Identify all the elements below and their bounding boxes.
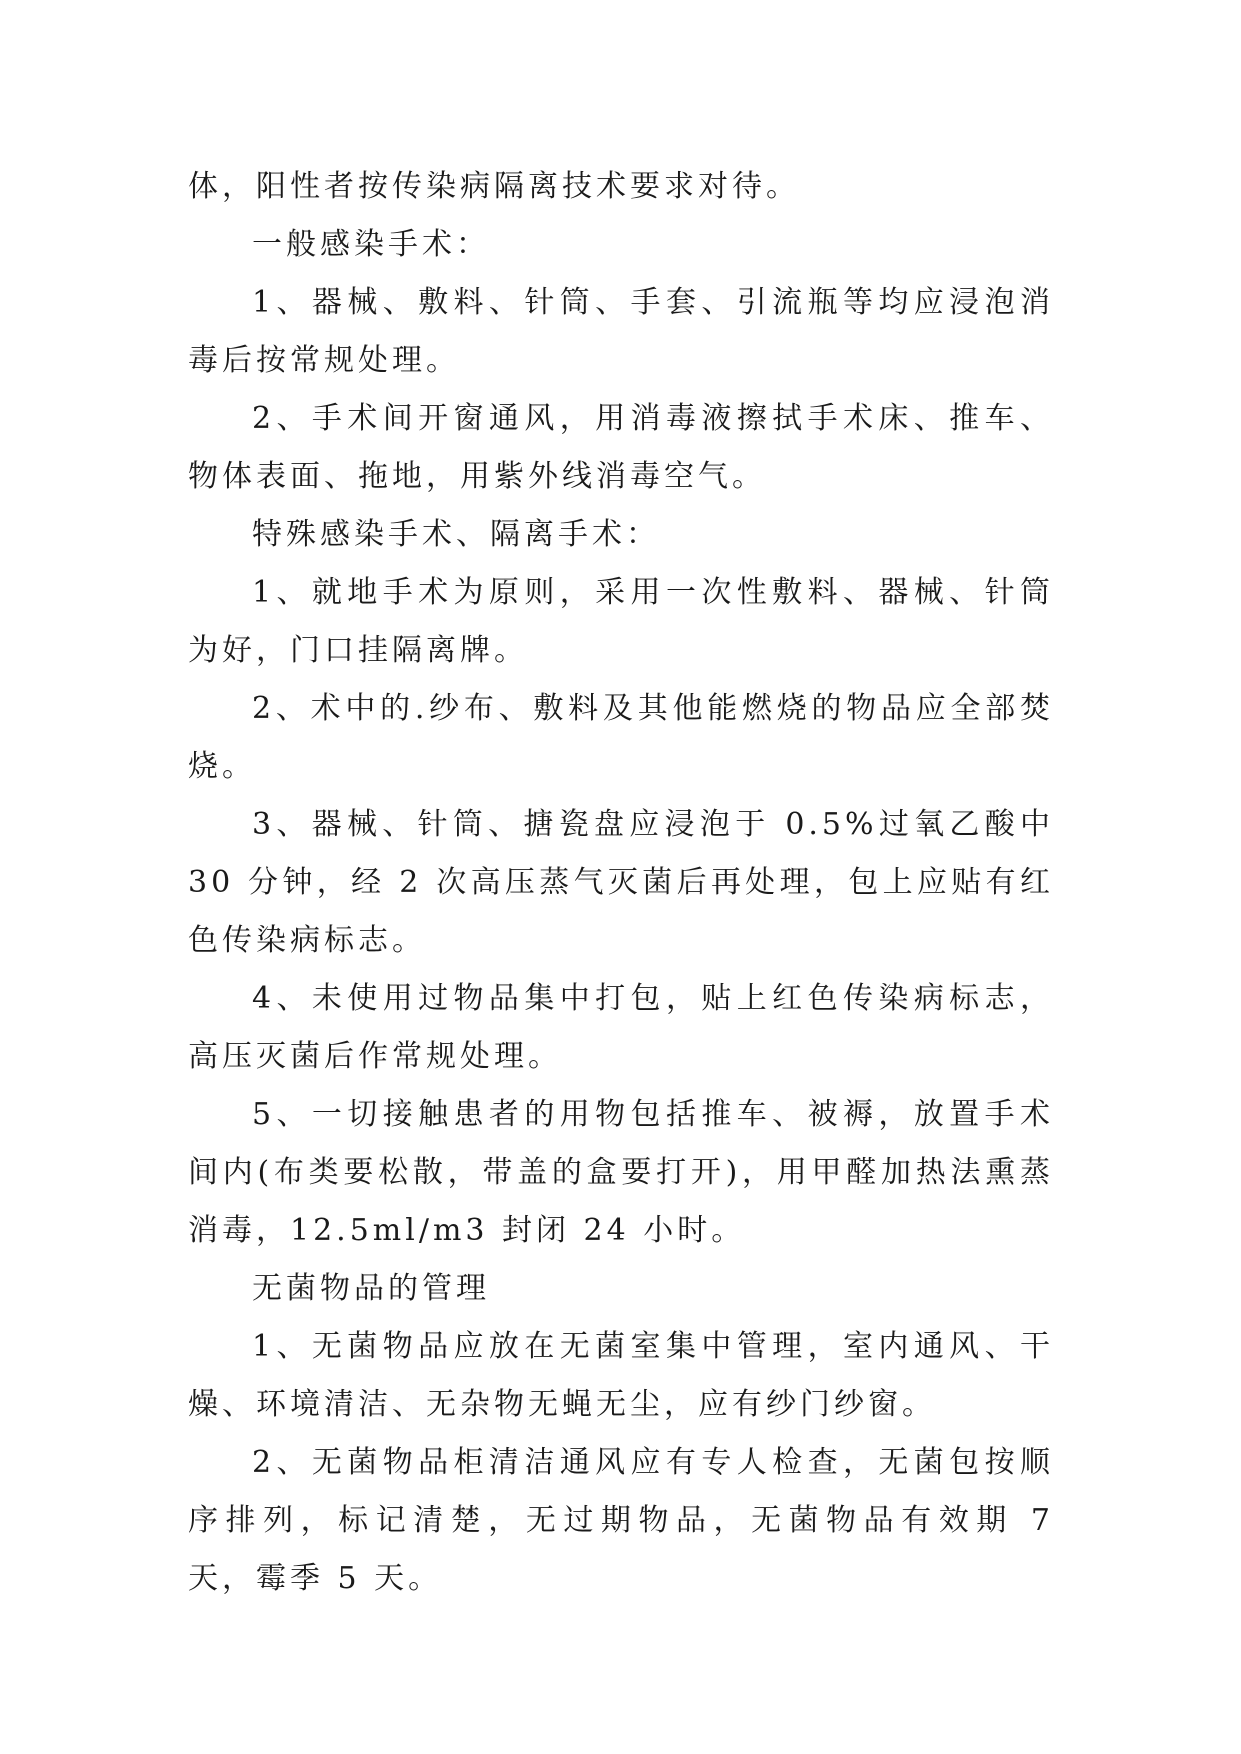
paragraph-special-item-4: 4、未使用过物品集中打包，贴上红色传染病标志，高压灭菌后作常规处理。	[188, 981, 1054, 1074]
paragraph-general-item-2: 2、手术间开窗通风，用消毒液擦拭手术床、推车、物体表面、拖地，用紫外线消毒空气。	[188, 401, 1054, 494]
heading-general-infection-surgery: 一般感染手术：	[252, 227, 490, 262]
heading-sterile-items-management: 无菌物品的管理	[252, 1271, 490, 1306]
paragraph-continuation: 体，阳性者按传染病隔离技术要求对待。	[188, 169, 800, 204]
document-body	[188, 158, 1054, 1608]
paragraph-sterile-item-1: 1、无菌物品应放在无菌室集中管理，室内通风、干燥、环境清洁、无杂物无蝇无尘，应有纱门纱窗。	[188, 1329, 1054, 1422]
paragraph-general-item-1: 1、器械、敷料、针筒、手套、引流瓶等均应浸泡消毒后按常规处理。	[188, 285, 1054, 378]
paragraph-special-item-2: 2、术中的.纱布、敷料及其他能燃烧的物品应全部焚烧。	[188, 691, 1054, 784]
paragraph-sterile-item-2: 2、无菌物品柜清洁通风应有专人检查，无菌包按顺序排列，标记清楚，无过期物品，无菌物品有效期 7 天，霉季 5 天。	[188, 1445, 1054, 1596]
heading-special-infection-surgery: 特殊感染手术、隔离手术：	[252, 517, 660, 552]
paragraph-special-item-5: 5、一切接触患者的用物包括推车、被褥，放置手术间内(布类要松散，带盖的盒要打开)，用甲醛加热法熏蒸消毒，12.5ml/m3 封闭 24 小时。	[188, 1097, 1054, 1248]
paragraph-special-item-1: 1、就地手术为原则，采用一次性敷料、器械、针筒为好，门口挂隔离牌。	[188, 575, 1054, 668]
paragraph-special-item-3: 3、器械、针筒、搪瓷盘应浸泡于 0.5%过氧乙酸中 30 分钟，经 2 次高压蒸气灭菌后再处理，包上应贴有红色传染病标志。	[188, 807, 1054, 958]
